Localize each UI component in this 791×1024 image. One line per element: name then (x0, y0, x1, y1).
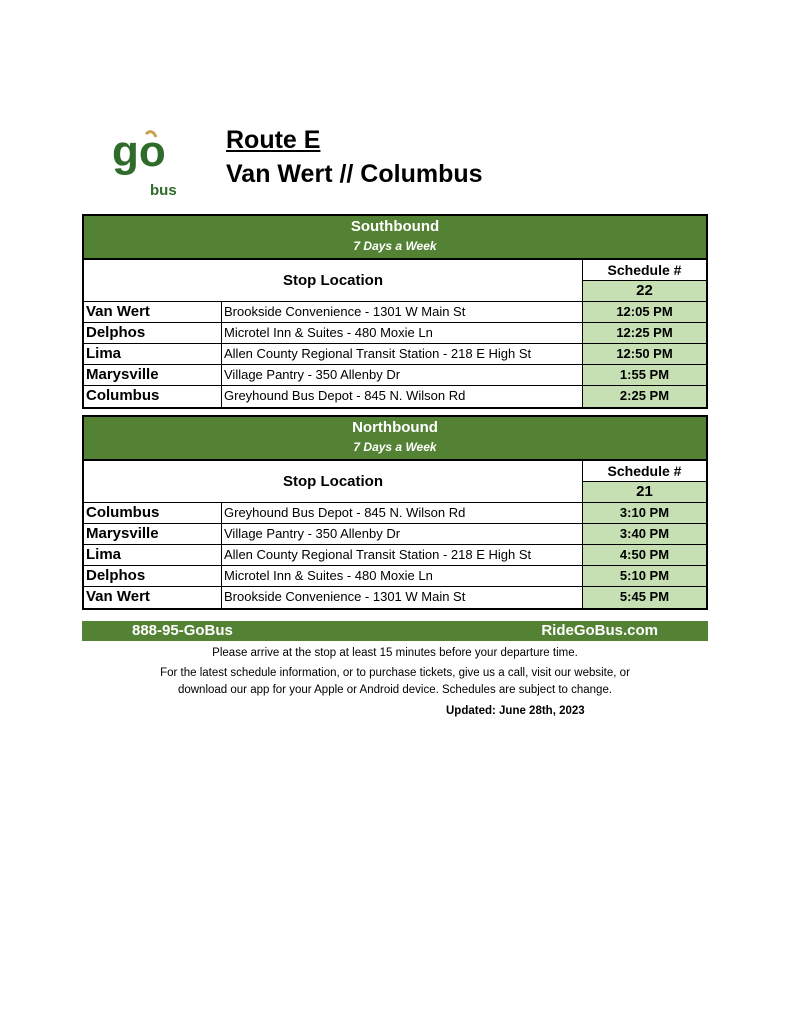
stop-address: Brookside Convenience - 1301 W Main St (224, 589, 466, 604)
updated-date: Updated: June 28th, 2023 (446, 705, 585, 717)
departure-time: 4:50 PM (582, 545, 706, 565)
departure-time: 5:10 PM (582, 566, 706, 586)
departure-time: 2:25 PM (582, 386, 706, 407)
svg-text:bus: bus (150, 182, 177, 198)
days-label: 7 Days a Week (353, 239, 437, 253)
direction-label: Southbound (350, 218, 440, 235)
gobus-logo (108, 128, 188, 198)
stop-address: Village Pantry - 350 Allenby Dr (224, 367, 401, 382)
departure-time: 5:45 PM (582, 587, 706, 608)
stop-address: Village Pantry - 350 Allenby Dr (224, 526, 401, 541)
column-header-row (84, 260, 706, 302)
stop-city: Marysville (84, 365, 222, 385)
stop-location-header: Stop Location (283, 473, 383, 490)
route-name: Van Wert // Columbus (226, 160, 483, 188)
stop-address: Greyhound Bus Depot - 845 N. Wilson Rd (224, 388, 466, 403)
info-note-line1: For the latest schedule information, or to purchase tickets, give us a call, visit our website, or (160, 667, 630, 679)
stop-city: Columbus (84, 503, 222, 523)
website-link[interactable]: RideGoBus.com (541, 622, 658, 639)
schedule-column-header (582, 260, 706, 301)
stop-address: Microtel Inn & Suites - 480 Moxie Ln (224, 568, 433, 583)
schedule-header: Schedule # (583, 461, 706, 482)
stop-city: Lima (84, 344, 222, 364)
northbound-header (84, 417, 706, 461)
info-note-line2: download our app for your Apple or Android device. Schedules are subject to change. (177, 684, 613, 696)
stop-address: Allen County Regional Transit Station - 218 E High St (224, 346, 532, 361)
table-row (84, 503, 706, 524)
southbound-rows (84, 302, 706, 407)
table-row (84, 386, 706, 407)
days-label: 7 Days a Week (353, 440, 437, 454)
stop-city: Delphos (84, 323, 222, 343)
departure-time: 12:05 PM (582, 302, 706, 322)
stop-location-header: Stop Location (283, 272, 383, 289)
stop-address: Microtel Inn & Suites - 480 Moxie Ln (224, 325, 433, 340)
northbound-table (82, 415, 708, 610)
stop-city: Van Wert (84, 587, 222, 608)
table-row (84, 545, 706, 566)
southbound-table (82, 214, 708, 409)
stop-city: Marysville (84, 524, 222, 544)
stop-city: Delphos (84, 566, 222, 586)
stop-address: Allen County Regional Transit Station - 218 E High St (224, 547, 532, 562)
svg-text:go: go (112, 128, 166, 176)
departure-time: 12:25 PM (582, 323, 706, 343)
table-row (84, 587, 706, 608)
column-header-row (84, 461, 706, 503)
stop-city: Van Wert (84, 302, 222, 322)
contact-bar (82, 621, 708, 641)
schedule-number: 21 (583, 482, 706, 502)
schedule-number: 22 (583, 281, 706, 301)
stop-city: Columbus (84, 386, 222, 407)
northbound-rows (84, 503, 706, 608)
arrival-note: Please arrive at the stop at least 15 minutes before your departure time. (212, 647, 578, 659)
direction-label: Northbound (352, 419, 438, 436)
departure-time: 12:50 PM (582, 344, 706, 364)
phone-number: 888-95-GoBus (132, 622, 233, 639)
table-row (84, 344, 706, 365)
stop-city: Lima (84, 545, 222, 565)
departure-time: 3:40 PM (582, 524, 706, 544)
schedule-header: Schedule # (583, 260, 706, 281)
table-row (84, 566, 706, 587)
southbound-header (84, 216, 706, 260)
table-row (84, 302, 706, 323)
table-row (84, 323, 706, 344)
stop-address: Brookside Convenience - 1301 W Main St (224, 304, 466, 319)
stop-address: Greyhound Bus Depot - 845 N. Wilson Rd (224, 505, 466, 520)
route-title: Route E (226, 126, 321, 154)
departure-time: 1:55 PM (582, 365, 706, 385)
schedule-column-header (582, 461, 706, 502)
table-row (84, 365, 706, 386)
departure-time: 3:10 PM (582, 503, 706, 523)
table-row (84, 524, 706, 545)
